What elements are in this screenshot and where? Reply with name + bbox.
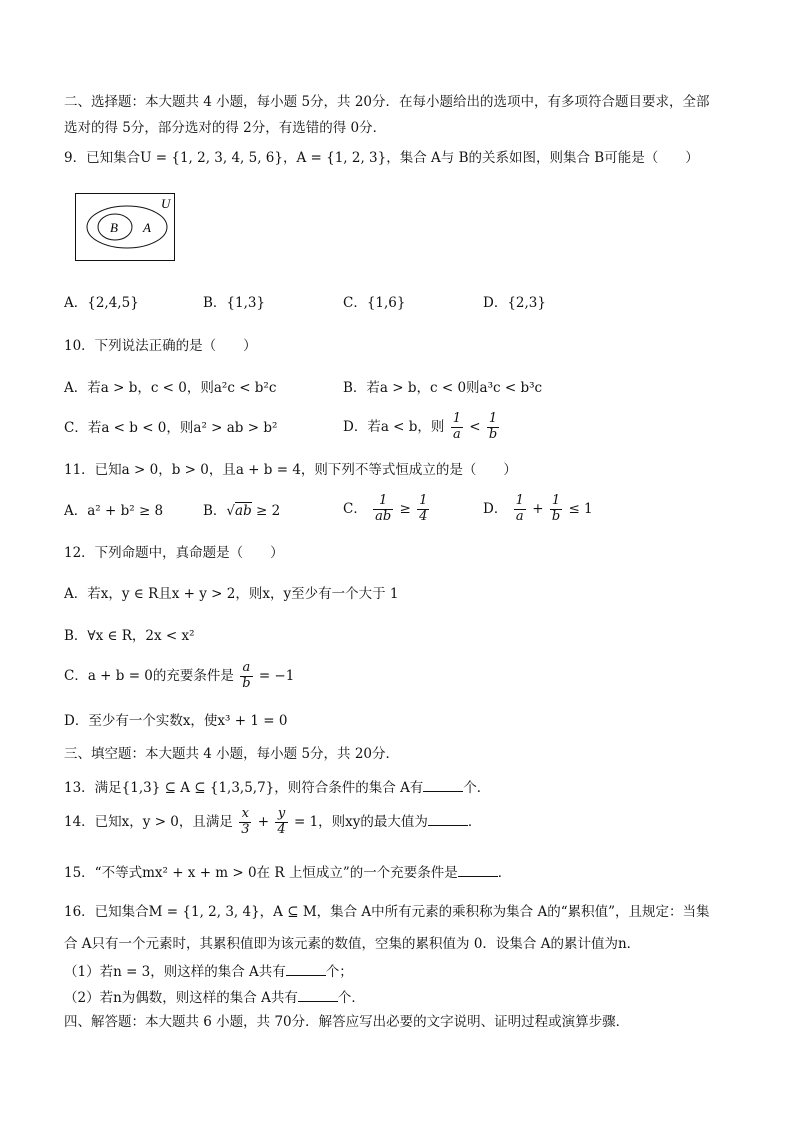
plus: + (532, 500, 544, 517)
q11-option-d (483, 494, 593, 525)
q9-options (64, 294, 734, 318)
q12-option-c (64, 661, 734, 697)
question-13 (64, 777, 734, 797)
question-15 (64, 862, 734, 882)
q11-b-label: B． (203, 503, 227, 519)
question-10: 10．下列说法正确的是（ ） (64, 338, 257, 354)
frac-den: b (488, 426, 498, 442)
question-16-line2: 合 A只有一个元素时，其累积值即为该元素的数值，空集的累积值为 0．设集合 A的累计值为n． (64, 936, 641, 952)
q10-option-b: B．若a > b，c < 0则a³c < b³c (343, 380, 543, 396)
frac-num: 1 (419, 493, 428, 508)
q10-options-cd (64, 412, 734, 448)
frac-num: 1 (373, 494, 393, 510)
frac-den: ab (375, 508, 392, 524)
q16-sub2-after: 个． (337, 990, 365, 1006)
question-16-sub1 (64, 961, 734, 981)
question-14 (64, 807, 734, 843)
frac-den: b (242, 675, 251, 691)
q11-d-rest: ≤ 1 (568, 500, 593, 517)
q12-c-prefix: C．a + b = 0的充要条件是 (64, 667, 234, 684)
fraction-1-over-b (487, 412, 499, 443)
frac-num: 1 (515, 493, 524, 508)
q11-options (64, 494, 734, 530)
frac-den: a (452, 426, 461, 442)
geq: ≥ (399, 500, 411, 517)
section3-heading: 三、填空题：本大题共 4 小题，每小题 5分，共 20分． (64, 746, 400, 762)
answer-blank (428, 811, 468, 826)
q14-after: ． (467, 813, 482, 830)
less-than: < (469, 418, 481, 435)
q9-option-b: B．{1,3} (203, 295, 266, 311)
sqrt-icon: √ (226, 503, 236, 519)
frac-num: 1 (550, 494, 562, 510)
question-11: 11．已知a > 0，b > 0，且a + b = 4，则下列不等式恒成立的是（ ） (64, 462, 517, 478)
q15-text: 15．“不等式mx² + x + m > 0在 R 上恒成立”的一个充要条件是 (64, 865, 458, 881)
frac-num: 1 (452, 411, 461, 426)
q9-option-a: A．{2,4,5} (64, 295, 139, 311)
q12-option-a: A．若x，y ∈ R且x + y > 2，则x，y至少有一个大于 1 (64, 586, 399, 602)
q15-after: ． (497, 865, 512, 881)
q12-option-d: D．至少有一个实数x，使x³ + 1 = 0 (64, 713, 288, 729)
q11-option-b (203, 502, 280, 520)
answer-blank (423, 777, 463, 792)
label-a: A (143, 220, 151, 235)
q10-d-prefix: D．若a < b，则 (343, 418, 445, 435)
answer-blank (298, 987, 338, 1002)
frac-den: 4 (277, 821, 286, 837)
section4-heading: 四、解答题：本大题共 6 小题，共 70分．解答应写出必要的文字说明、证明过程或演算步骤． (64, 1014, 630, 1030)
answer-blank (286, 961, 326, 976)
q11-b-rest: ≥ 2 (251, 503, 281, 519)
fraction-y-over-4 (275, 807, 287, 838)
q9-option-c: C．{1,6} (343, 295, 406, 311)
question-12: 12．下列命题中，真命题是（ ） (64, 545, 284, 561)
section2-heading-line2: 选对的得 5分，部分选对的得 2分，有选错的得 0分． (64, 120, 387, 136)
q11-d-label: D． (483, 500, 508, 517)
plus: + (257, 813, 270, 830)
q13-after: 个． (463, 780, 491, 796)
frac-num: 1 (487, 412, 499, 428)
fraction-1-over-a (514, 494, 526, 525)
q10-option-d (343, 412, 501, 443)
venn-diagram (75, 193, 175, 261)
section2-heading-line1: 二、选择题：本大题共 4 小题，每小题 5分，共 20分．在每小题给出的选项中，有多项符合题目要求，全部 (64, 94, 710, 110)
question-16-sub2 (64, 987, 734, 1007)
frac-den: 3 (241, 821, 250, 837)
universal-set-box (76, 194, 175, 261)
fraction-1-over-ab (373, 494, 393, 525)
q16-sub1-after: 个； (325, 964, 353, 980)
q9-option-d: D．{2,3} (483, 295, 546, 311)
fraction-1-over-a (451, 412, 463, 443)
q16-sub2-text: （2）若n为偶数，则这样的集合 A共有 (64, 990, 298, 1006)
frac-num: x (239, 807, 251, 823)
q13-text: 13．满足{1,3} ⊆ A ⊆ {1,3,5,7}，则符合条件的集合 A有 (64, 780, 424, 796)
fraction-1-over-b (550, 494, 562, 525)
q11-c-label: C． (343, 500, 367, 517)
q12-c-rest: = −1 (258, 667, 295, 684)
fraction-a-over-b (240, 661, 252, 692)
q12-option-b: B．∀x ∈ R，2x < x² (64, 628, 195, 644)
q11-option-a: A．a² + b² ≥ 8 (64, 503, 164, 519)
set-a-ellipse (87, 206, 167, 248)
fraction-1-over-4 (417, 494, 429, 525)
q16-sub1-text: （1）若n = 3，则这样的集合 A共有 (64, 964, 286, 980)
q11-option-c (343, 494, 431, 525)
frac-num: y (275, 807, 287, 823)
q10-option-c: C．若a < b < 0，则a² > ab > b² (64, 420, 278, 436)
frac-den: b (551, 508, 561, 524)
question-16-line1: 16．已知集合M = {1, 2, 3, 4}，A ⊆ M，集合 A中所有元素的乘积称为集合 A的“累积值”，且规定：当集 (64, 904, 710, 920)
frac-den: a (515, 508, 524, 524)
q14-prefix: 14．已知x，y > 0，且满足 (64, 813, 233, 830)
q14-mid: = 1，则xy的最大值为 (293, 813, 428, 830)
radicand: ab (235, 503, 252, 519)
label-u: U (161, 196, 171, 211)
answer-blank (458, 862, 498, 877)
question-9: 9．已知集合U = {1, 2, 3, 4, 5, 6}，A = {1, 2, 3}，集合 A与 B的关系如图，则集合 B可能是（ ） (64, 150, 699, 166)
q10-option-a: A．若a > b，c < 0，则a²c < b²c (64, 380, 277, 396)
fraction-x-over-3 (239, 807, 251, 838)
label-b: B (110, 220, 118, 235)
frac-den: 4 (419, 508, 428, 524)
q10-options-ab (64, 379, 734, 403)
frac-num: a (240, 661, 252, 677)
